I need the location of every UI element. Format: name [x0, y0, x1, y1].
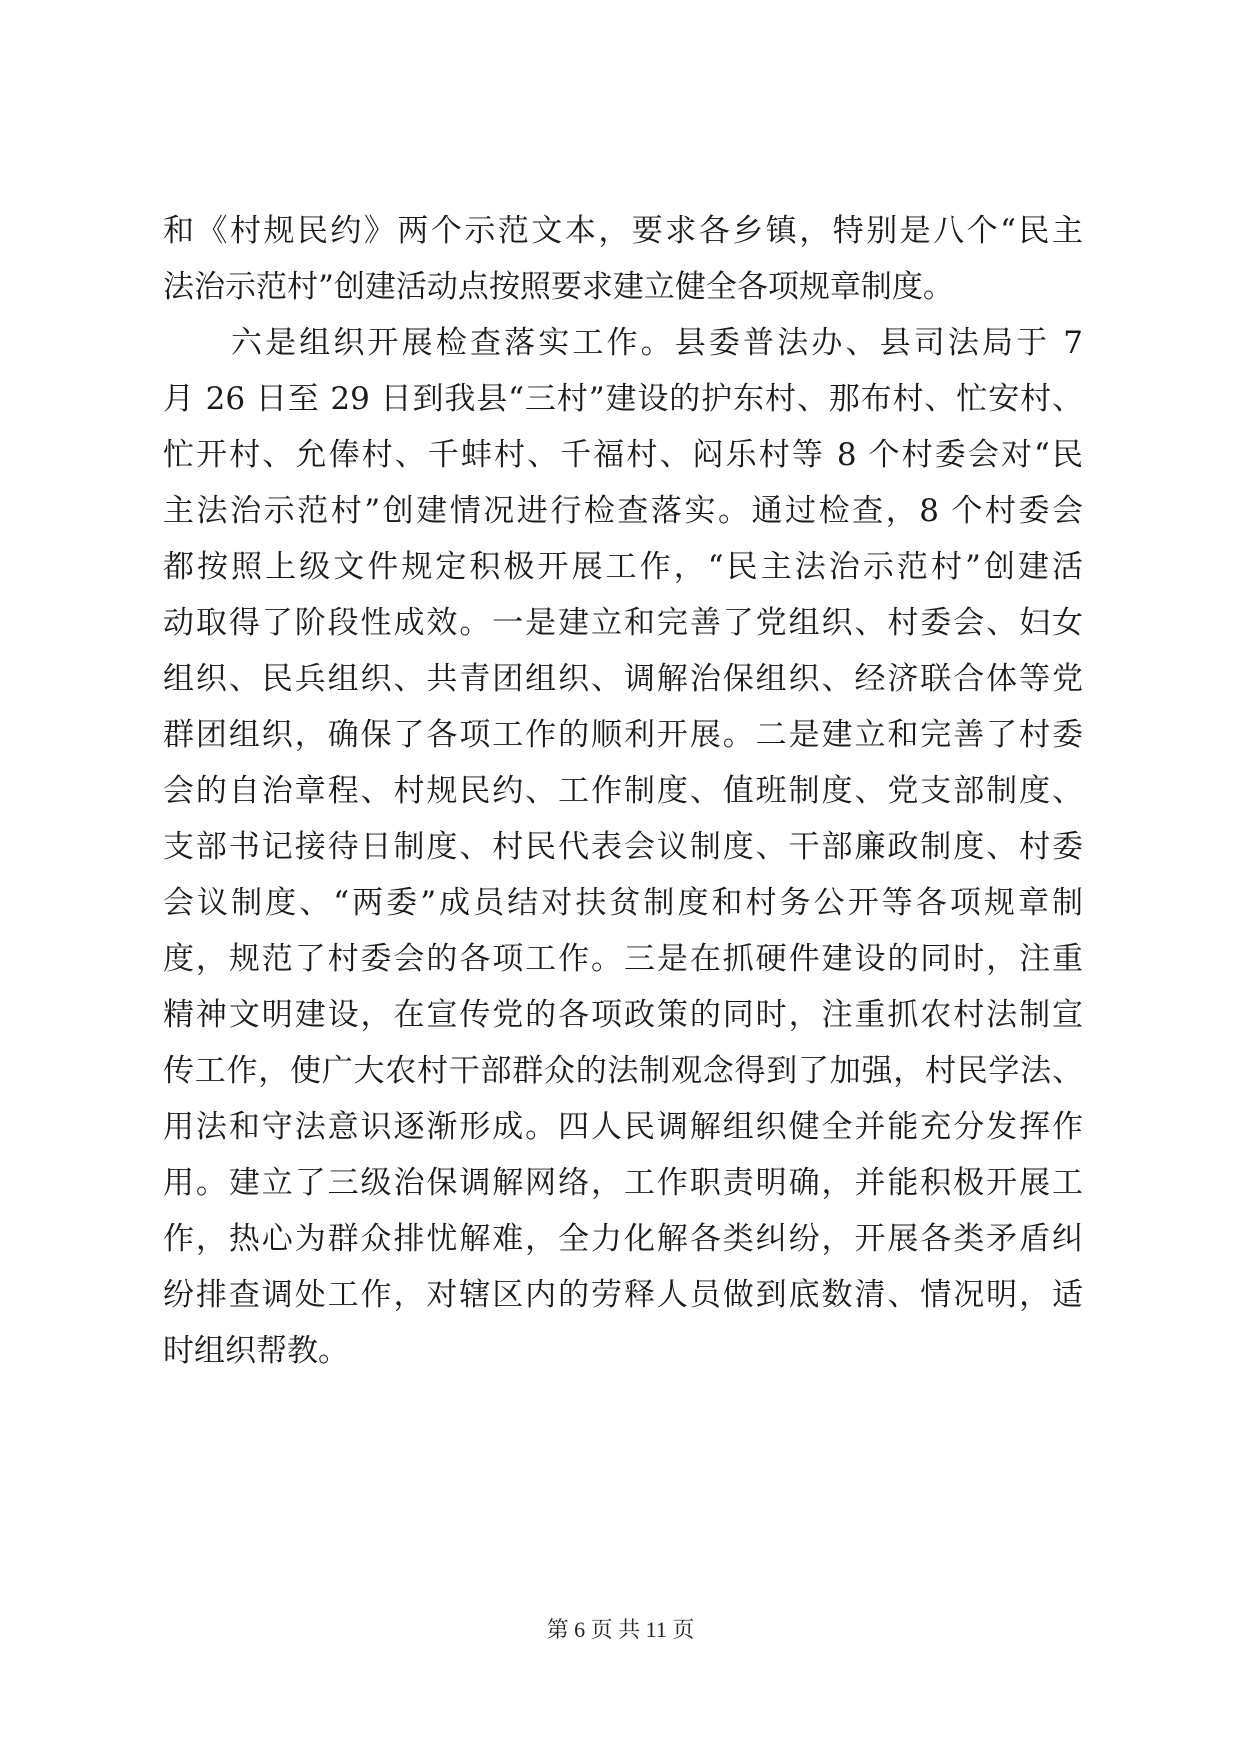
text-line: 和《村规民约》两个示范文本，要求各乡镇，特别是八个“民主 — [163, 213, 1083, 249]
text-line: 月 26 日至 29 日到我县“三村”建设的护东村、那布村、忙安村、 — [163, 381, 1083, 417]
text-line: 用。建立了三级治保调解网络，工作职责明确，并能积极开展工 — [163, 1165, 1083, 1201]
text-line: 忙开村、允俸村、千蚌村、千福村、闷乐村等 8 个村委会对“民 — [163, 437, 1083, 473]
text-line: 传工作，使广大农村干部群众的法制观念得到了加强，村民学法、 — [163, 1053, 1083, 1089]
text-line: 时组织帮教。 — [163, 1333, 349, 1369]
page-number-footer: 第 6 页 共 11 页 — [546, 1617, 695, 1642]
text-line: 组织、民兵组织、共青团组织、调解治保组织、经济联合体等党 — [163, 661, 1083, 697]
text-line: 会议制度、“两委”成员结对扶贫制度和村务公开等各项规章制 — [163, 885, 1083, 921]
text-line: 主法治示范村”创建情况进行检查落实。通过检查，8 个村委会 — [163, 493, 1083, 529]
text-line: 法治示范村”创建活动点按照要求建立健全各项规章制度。 — [163, 269, 954, 305]
text-line: 动取得了阶段性成效。一是建立和完善了党组织、村委会、妇女 — [163, 605, 1083, 641]
text-line: 会的自治章程、村规民约、工作制度、值班制度、党支部制度、 — [163, 773, 1083, 809]
text-line: 用法和守法意识逐渐形成。四人民调解组织健全并能充分发挥作 — [163, 1109, 1083, 1145]
text-line: 作，热心为群众排忧解难，全力化解各类纠纷，开展各类矛盾纠 — [163, 1221, 1083, 1257]
text-line: 精神文明建设，在宣传党的各项政策的同时，注重抓农村法制宣 — [163, 997, 1083, 1033]
text-line: 度，规范了村委会的各项工作。三是在抓硬件建设的同时，注重 — [163, 941, 1083, 977]
text-line: 支部书记接待日制度、村民代表会议制度、干部廉政制度、村委 — [163, 829, 1083, 865]
text-line: 群团组织，确保了各项工作的顺利开展。二是建立和完善了村委 — [163, 717, 1083, 753]
text-line: 六是组织开展检查落实工作。县委普法办、县司法局于 7 — [231, 325, 1083, 361]
text-line: 纷排查调处工作，对辖区内的劳释人员做到底数清、情况明，适 — [163, 1277, 1083, 1313]
text-line: 都按照上级文件规定积极开展工作，“民主法治示范村”创建活 — [163, 549, 1083, 585]
